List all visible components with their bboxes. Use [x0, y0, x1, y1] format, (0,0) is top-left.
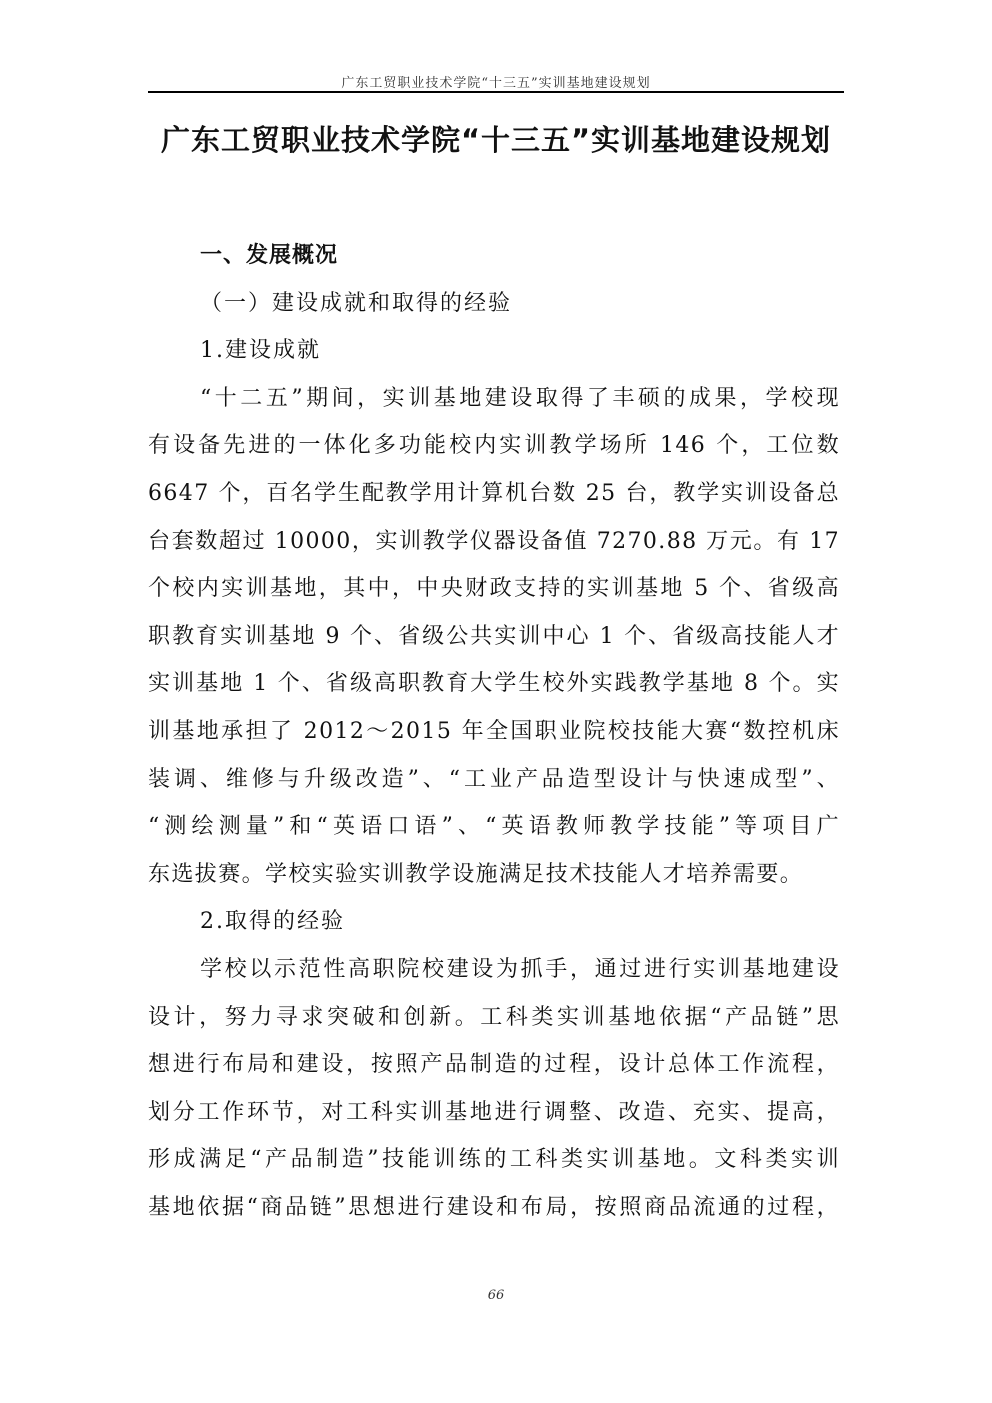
paragraph-line: 个校内实训基地，其中，中央财政支持的实训基地 5 个、省级高: [148, 576, 840, 602]
paragraph-experience: [148, 946, 848, 1232]
paragraph-line: 实训基地 1 个、省级高职教育大学生校外实践教学基地 8 个。实: [148, 671, 840, 697]
item-heading-experience: 2.取得的经验: [200, 909, 345, 935]
document-body: [148, 232, 848, 1231]
item-heading-achievements: 1.建设成就: [200, 338, 321, 364]
paragraph-line: 划分工作环节，对工科实训基地进行调整、改造、充实、提高，: [148, 1099, 840, 1125]
header-rule: [148, 91, 844, 93]
paragraph-line: 基地依据“商品链”思想进行建设和布局，按照商品流通的过程，: [148, 1194, 840, 1220]
paragraph-line: 有设备先进的一体化多功能校内实训教学场所 146 个，工位数: [148, 433, 840, 459]
paragraph-line: 想进行布局和建设，按照产品制造的过程，设计总体工作流程，: [148, 1052, 840, 1078]
paragraph-line: 学校以示范性高职院校建设为抓手，通过进行实训基地建设: [200, 956, 840, 982]
paragraph-line: 形成满足“产品制造”技能训练的工科类实训基地。文科类实训: [148, 1147, 840, 1173]
paragraph-line: 装调、维修与升级改造”、“工业产品造型设计与快速成型”、: [148, 766, 840, 792]
paragraph-line: 东选拔赛。学校实验实训教学设施满足技术技能人才培养需要。: [148, 861, 804, 887]
paragraph-line: 台套数超过 10000，实训教学仪器设备值 7270.88 万元。有 17: [148, 528, 840, 554]
running-header: 广东工贸职业技术学院“十三五”实训基地建设规划: [341, 76, 651, 91]
subsection-heading: （一）建设成就和取得的经验: [200, 290, 513, 316]
paragraph-line: 职教育实训基地 9 个、省级公共实训中心 1 个、省级高技能人才: [148, 623, 840, 649]
paragraph-line: “测绘测量”和“英语口语”、“英语教师教学技能”等项目广: [148, 814, 840, 840]
paragraph-line: 训基地承担了 2012～2015 年全国职业院校技能大赛“数控机床: [148, 718, 840, 744]
page-number: 66: [487, 1288, 505, 1303]
document-title: 广东工贸职业技术学院“十三五”实训基地建设规划: [160, 123, 832, 157]
paragraph-line: 设计，努力寻求突破和创新。工科类实训基地依据“产品链”思: [148, 1004, 840, 1030]
paragraph-line: 6647 个，百名学生配教学用计算机台数 25 台，教学实训设备总: [148, 480, 840, 506]
paragraph-line: “十二五”期间，实训基地建设取得了丰硕的成果，学校现: [200, 385, 840, 411]
section-heading: 一、发展概况: [200, 243, 339, 268]
paragraph-achievements: [148, 375, 848, 899]
